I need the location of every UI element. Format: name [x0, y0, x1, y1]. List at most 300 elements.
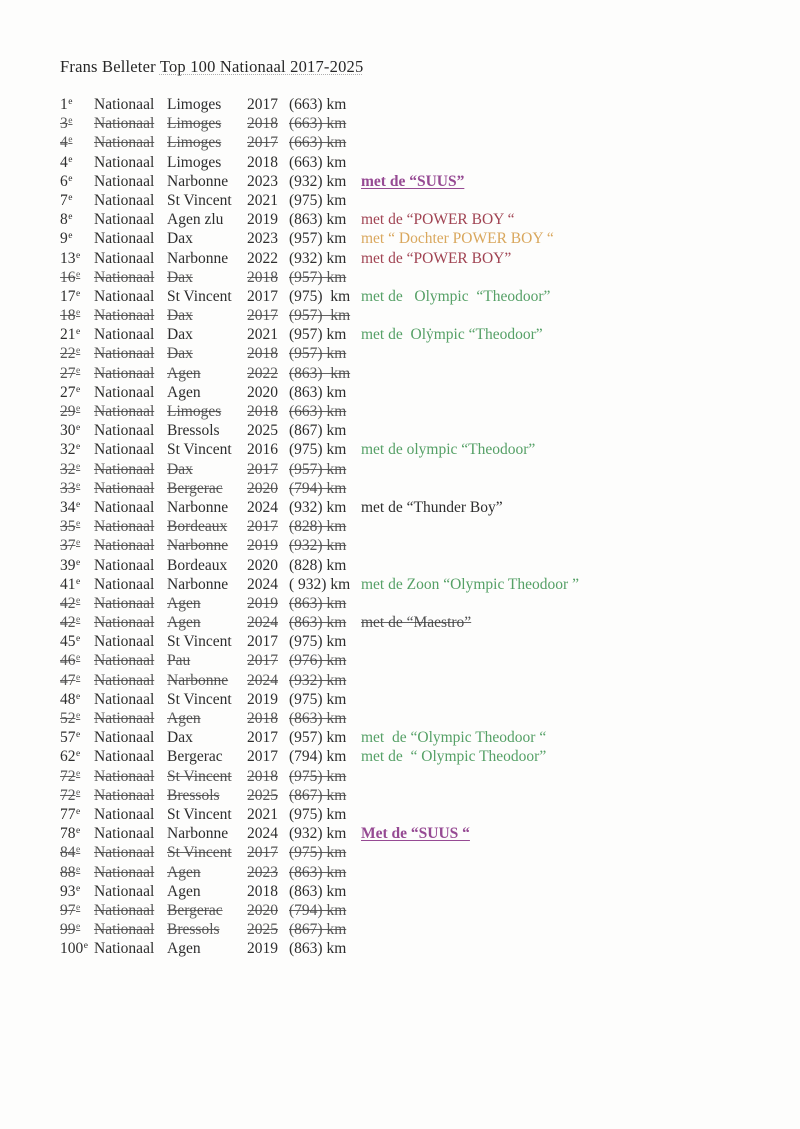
- note-cell: met de “ Olympic Theodoor”: [361, 748, 547, 766]
- rank-cell: 37e: [60, 537, 81, 555]
- distance-cell: (663) km: [289, 153, 347, 171]
- place-cell: Dax: [167, 307, 193, 325]
- table-row: [60, 460, 579, 479]
- place-cell: Agen: [167, 383, 201, 401]
- rank-cell: 33e: [60, 479, 81, 497]
- table-row: [60, 536, 579, 555]
- distance-cell: (932) km: [289, 671, 347, 689]
- year-cell: 2024: [247, 614, 278, 632]
- year-cell: 2017: [247, 633, 278, 651]
- distance-cell: (975) km: [289, 633, 347, 651]
- table-row: [60, 671, 579, 690]
- rank-ordinal-suffix: e: [76, 787, 81, 798]
- rank-cell: 39e: [60, 556, 81, 574]
- rank-cell: 47e: [60, 671, 81, 689]
- race-cell: Nationaal: [94, 863, 155, 881]
- note-cell: met de “SUUS”: [361, 172, 465, 190]
- year-cell: 2019: [247, 211, 278, 229]
- table-row: [60, 133, 579, 152]
- rank-ordinal-suffix: e: [68, 154, 73, 165]
- table-row: [60, 440, 579, 459]
- distance-cell: (975) km: [289, 690, 347, 708]
- year-cell: 2018: [247, 115, 278, 133]
- race-cell: Nationaal: [94, 556, 155, 574]
- race-cell: Nationaal: [94, 172, 155, 190]
- table-row: [60, 690, 579, 709]
- place-cell: Limoges: [167, 403, 222, 420]
- note-cell: met de “POWER BOY”: [361, 249, 512, 267]
- rank-cell: 62e: [60, 748, 81, 766]
- table-row: [60, 901, 579, 920]
- table-row: [60, 268, 579, 287]
- rank-ordinal-suffix: e: [83, 941, 88, 952]
- year-cell: 2017: [247, 307, 278, 325]
- rank-cell: 88e: [60, 863, 81, 881]
- rank-cell: 57e: [60, 729, 81, 747]
- race-cell: Nationaal: [94, 326, 155, 344]
- rank-ordinal-suffix: e: [76, 576, 81, 587]
- place-cell: Narbonne: [167, 575, 229, 593]
- distance-cell: (863) km: [289, 383, 347, 401]
- note-cell: Met de “SUUS “: [361, 825, 470, 843]
- race-cell: Nationaal: [94, 748, 155, 766]
- year-cell: 2018: [247, 767, 278, 785]
- place-cell: St Vincent: [167, 767, 232, 785]
- race-cell: Nationaal: [94, 805, 155, 823]
- rank-ordinal-suffix: e: [76, 730, 81, 741]
- note-cell: met de Zoon “Olympic Theodoor ”: [361, 575, 579, 593]
- rank-ordinal-suffix: e: [76, 749, 81, 760]
- rank-ordinal-suffix: e: [76, 538, 81, 549]
- year-cell: 2020: [247, 901, 278, 919]
- distance-cell: (976) km: [289, 652, 347, 670]
- rank-ordinal-suffix: e: [76, 922, 81, 933]
- year-cell: 2025: [247, 921, 278, 939]
- place-cell: Dax: [167, 230, 193, 248]
- distance-cell: (975) km: [289, 844, 347, 862]
- rank-cell: 13e: [60, 249, 81, 267]
- page-title-main: Top 100 Nationaal 2017-2025: [159, 57, 364, 76]
- distance-cell: (828) km: [289, 556, 347, 574]
- race-cell: Nationaal: [94, 921, 155, 939]
- rank-cell: 100e: [60, 940, 88, 958]
- year-cell: 2017: [247, 287, 278, 305]
- rank-cell: 22e: [60, 345, 81, 363]
- table-row: [60, 709, 579, 728]
- place-cell: Agen: [167, 882, 201, 900]
- distance-cell: (932) km: [289, 172, 347, 190]
- distance-cell: (975) km: [289, 441, 347, 459]
- table-row: [60, 575, 579, 594]
- rank-ordinal-suffix: e: [68, 173, 73, 184]
- table-row: [60, 632, 579, 651]
- table-row: [60, 920, 579, 939]
- page-title: [60, 57, 363, 77]
- place-cell: Bressols: [167, 786, 220, 804]
- race-cell: Nationaal: [94, 479, 155, 497]
- distance-cell: (867) km: [289, 786, 347, 804]
- rank-ordinal-suffix: e: [76, 269, 81, 280]
- race-cell: Nationaal: [94, 690, 155, 708]
- rank-ordinal-suffix: e: [76, 404, 81, 414]
- rank-cell: 4e: [60, 153, 73, 171]
- table-row: [60, 249, 579, 268]
- place-cell: Limoges: [167, 115, 222, 133]
- note-cell: met de olympic “Theodoor”: [361, 441, 536, 459]
- race-cell: Nationaal: [94, 786, 155, 804]
- year-cell: 2017: [247, 748, 278, 766]
- year-cell: 2018: [247, 345, 278, 363]
- note-cell: met de Olympic “Theodoor”: [361, 287, 551, 305]
- distance-cell: (932) km: [289, 537, 347, 555]
- place-cell: Agen: [167, 940, 201, 958]
- note-cell: met de Olẏmpic “Theodoor”: [361, 326, 543, 344]
- table-row: [60, 364, 579, 383]
- table-row: [60, 210, 579, 229]
- place-cell: Bergerac: [167, 479, 223, 497]
- table-row: [60, 613, 579, 632]
- rank-cell: 84e: [60, 844, 81, 862]
- place-cell: Pau: [167, 652, 191, 670]
- table-row: [60, 517, 579, 536]
- table-row: [60, 325, 579, 344]
- place-cell: Limoges: [167, 96, 222, 113]
- distance-cell: (794) km: [289, 479, 347, 497]
- table-row: [60, 498, 579, 517]
- race-cell: Nationaal: [94, 441, 155, 459]
- rank-ordinal-suffix: e: [68, 212, 73, 223]
- rank-ordinal-suffix: e: [76, 346, 81, 357]
- rank-cell: 48e: [60, 690, 81, 708]
- rank-ordinal-suffix: e: [76, 845, 81, 856]
- year-cell: 2022: [247, 249, 278, 267]
- rank-cell: 42e: [60, 614, 81, 632]
- distance-cell: (932) km: [289, 498, 347, 516]
- distance-cell: (932) km: [289, 825, 347, 843]
- rank-cell: 32e: [60, 441, 81, 459]
- place-cell: St Vincent: [167, 690, 232, 708]
- place-cell: Narbonne: [167, 249, 229, 267]
- race-cell: Nationaal: [94, 422, 155, 440]
- rank-cell: 8e: [60, 211, 73, 229]
- note-cell: met de “POWER BOY “: [361, 211, 515, 229]
- rank-cell: 78e: [60, 825, 81, 843]
- distance-cell: (975) km: [289, 191, 347, 209]
- rank-cell: 1e: [60, 96, 73, 113]
- distance-cell: (957) km: [289, 268, 347, 286]
- year-cell: 2017: [247, 96, 278, 113]
- place-cell: Bergerac: [167, 901, 223, 919]
- race-cell: Nationaal: [94, 633, 155, 651]
- distance-cell: (957) km: [289, 326, 347, 344]
- rank-ordinal-suffix: e: [76, 499, 81, 510]
- year-cell: 2019: [247, 537, 278, 555]
- race-cell: Nationaal: [94, 518, 155, 536]
- distance-cell: (663) km: [289, 96, 347, 113]
- rank-ordinal-suffix: e: [68, 135, 73, 146]
- table-row: [60, 824, 579, 843]
- race-cell: Nationaal: [94, 940, 155, 958]
- race-cell: Nationaal: [94, 729, 155, 747]
- race-cell: Nationaal: [94, 498, 155, 516]
- year-cell: 2024: [247, 671, 278, 689]
- rank-cell: 45e: [60, 633, 81, 651]
- rank-ordinal-suffix: e: [76, 288, 81, 299]
- race-cell: Nationaal: [94, 96, 155, 113]
- rank-ordinal-suffix: e: [76, 308, 81, 319]
- place-cell: St Vincent: [167, 441, 232, 459]
- year-cell: 2017: [247, 460, 278, 478]
- table-row: [60, 767, 579, 786]
- place-cell: Limoges: [167, 134, 222, 152]
- rank-cell: 3e: [60, 115, 73, 133]
- distance-cell: (863) km: [289, 940, 347, 958]
- table-row: [60, 747, 579, 766]
- table-row: [60, 287, 579, 306]
- table-row: [60, 95, 579, 114]
- year-cell: 2024: [247, 575, 278, 593]
- place-cell: Agen zlu: [167, 211, 224, 229]
- distance-cell: (957) km: [289, 345, 347, 363]
- table-row: [60, 153, 579, 172]
- note-cell: met “ Dochter POWER BOY “: [361, 230, 554, 248]
- year-cell: 2018: [247, 882, 278, 900]
- place-cell: Dax: [167, 729, 193, 747]
- rank-cell: 17e: [60, 287, 81, 305]
- rank-ordinal-suffix: e: [68, 231, 73, 242]
- year-cell: 2019: [247, 690, 278, 708]
- distance-cell: (957) km: [289, 460, 347, 478]
- race-cell: Nationaal: [94, 671, 155, 689]
- year-cell: 2018: [247, 403, 278, 420]
- year-cell: 2017: [247, 134, 278, 152]
- year-cell: 2017: [247, 518, 278, 536]
- place-cell: Narbonne: [167, 172, 229, 190]
- race-cell: Nationaal: [94, 403, 155, 420]
- rank-cell: 77e: [60, 805, 81, 823]
- race-cell: Nationaal: [94, 614, 155, 632]
- place-cell: St Vincent: [167, 805, 232, 823]
- year-cell: 2019: [247, 940, 278, 958]
- race-cell: Nationaal: [94, 537, 155, 555]
- table-row: [60, 843, 579, 862]
- place-cell: Narbonne: [167, 498, 229, 516]
- rank-ordinal-suffix: e: [76, 442, 81, 453]
- distance-cell: (794) km: [289, 901, 347, 919]
- year-cell: 2020: [247, 479, 278, 497]
- race-cell: Nationaal: [94, 211, 155, 229]
- rank-cell: 7e: [60, 191, 73, 209]
- race-cell: Nationaal: [94, 901, 155, 919]
- race-cell: Nationaal: [94, 287, 155, 305]
- year-cell: 2021: [247, 326, 278, 344]
- race-cell: Nationaal: [94, 153, 155, 171]
- race-cell: Nationaal: [94, 575, 155, 593]
- table-row: [60, 306, 579, 325]
- rank-ordinal-suffix: e: [76, 691, 81, 702]
- place-cell: St Vincent: [167, 633, 232, 651]
- rank-ordinal-suffix: e: [76, 711, 81, 721]
- rank-ordinal-suffix: e: [76, 864, 81, 875]
- year-cell: 2021: [247, 191, 278, 209]
- table-row: [60, 863, 579, 882]
- year-cell: 2022: [247, 364, 278, 382]
- place-cell: Agen: [167, 863, 201, 881]
- year-cell: 2018: [247, 710, 278, 727]
- distance-cell: (663) km: [289, 115, 347, 133]
- distance-cell: (863) km: [289, 211, 347, 229]
- distance-cell: (867) km: [289, 921, 347, 939]
- race-cell: Nationaal: [94, 134, 155, 152]
- table-row: [60, 479, 579, 498]
- distance-cell: (828) km: [289, 518, 347, 536]
- note-cell: met de “Maestro”: [361, 614, 472, 632]
- table-row: [60, 651, 579, 670]
- year-cell: 2018: [247, 268, 278, 286]
- rank-ordinal-suffix: e: [76, 634, 81, 645]
- table-row: [60, 882, 579, 901]
- year-cell: 2024: [247, 498, 278, 516]
- rank-ordinal-suffix: e: [76, 806, 81, 817]
- race-cell: Nationaal: [94, 710, 155, 727]
- place-cell: Bordeaux: [167, 556, 228, 574]
- note-cell: met de “Olympic Theodoor “: [361, 729, 547, 747]
- rank-cell: 21e: [60, 326, 81, 344]
- rank-ordinal-suffix: e: [68, 97, 73, 107]
- table-row: [60, 344, 579, 363]
- place-cell: Dax: [167, 326, 193, 344]
- rank-ordinal-suffix: e: [76, 595, 81, 606]
- place-cell: Agen: [167, 614, 201, 632]
- race-cell: Nationaal: [94, 844, 155, 862]
- table-row: [60, 805, 579, 824]
- place-cell: Narbonne: [167, 825, 229, 843]
- distance-cell: (863) km: [289, 364, 351, 382]
- distance-cell: ( 932) km: [289, 575, 351, 593]
- place-cell: Dax: [167, 460, 193, 478]
- race-cell: Nationaal: [94, 364, 155, 382]
- rank-ordinal-suffix: e: [76, 653, 81, 664]
- race-cell: Nationaal: [94, 230, 155, 248]
- place-cell: Bergerac: [167, 748, 223, 766]
- distance-cell: (663) km: [289, 403, 347, 420]
- race-cell: Nationaal: [94, 594, 155, 612]
- table-row: [60, 191, 579, 210]
- distance-cell: (863) km: [289, 614, 347, 632]
- place-cell: Dax: [167, 345, 193, 363]
- race-cell: Nationaal: [94, 191, 155, 209]
- year-cell: 2017: [247, 844, 278, 862]
- rank-cell: 41e: [60, 575, 81, 593]
- distance-cell: (975) km: [289, 805, 347, 823]
- table-row: [60, 594, 579, 613]
- place-cell: Agen: [167, 364, 201, 382]
- year-cell: 2023: [247, 863, 278, 881]
- place-cell: St Vincent: [167, 844, 232, 862]
- table-row: [60, 786, 579, 805]
- page-title-prefix: Frans Belleter: [60, 57, 160, 76]
- rank-cell: 29e: [60, 403, 81, 420]
- year-cell: 2021: [247, 805, 278, 823]
- distance-cell: (957) km: [289, 230, 347, 248]
- race-cell: Nationaal: [94, 882, 155, 900]
- year-cell: 2024: [247, 825, 278, 843]
- race-cell: Nationaal: [94, 268, 155, 286]
- distance-cell: (863) km: [289, 863, 347, 881]
- rank-ordinal-suffix: e: [76, 461, 81, 472]
- year-cell: 2019: [247, 594, 278, 612]
- rank-ordinal-suffix: e: [76, 902, 81, 913]
- rank-ordinal-suffix: e: [76, 384, 81, 395]
- distance-cell: (863) km: [289, 710, 347, 727]
- rank-cell: 99e: [60, 921, 81, 939]
- rank-cell: 97e: [60, 901, 81, 919]
- rank-cell: 93e: [60, 882, 81, 900]
- rank-ordinal-suffix: e: [76, 826, 81, 837]
- place-cell: Limoges: [167, 153, 222, 171]
- table-row: [60, 556, 579, 575]
- year-cell: 2023: [247, 230, 278, 248]
- rank-ordinal-suffix: e: [76, 365, 81, 376]
- race-cell: Nationaal: [94, 249, 155, 267]
- race-cell: Nationaal: [94, 825, 155, 843]
- table-row: [60, 939, 579, 958]
- rank-ordinal-suffix: e: [76, 327, 81, 338]
- place-cell: St Vincent: [167, 191, 232, 209]
- place-cell: Bordeaux: [167, 518, 228, 536]
- distance-cell: (863) km: [289, 594, 347, 612]
- rank-cell: 30e: [60, 422, 81, 440]
- rank-cell: 9e: [60, 230, 73, 248]
- year-cell: 2025: [247, 786, 278, 804]
- year-cell: 2020: [247, 556, 278, 574]
- rank-ordinal-suffix: e: [76, 768, 81, 779]
- rank-ordinal-suffix: e: [76, 250, 81, 261]
- race-cell: Nationaal: [94, 115, 155, 133]
- distance-cell: (794) km: [289, 748, 347, 766]
- year-cell: 2017: [247, 729, 278, 747]
- distance-cell: (975) km: [289, 767, 347, 785]
- results-list: [60, 95, 579, 958]
- rank-ordinal-suffix: e: [68, 192, 73, 203]
- rank-cell: 4e: [60, 134, 73, 152]
- distance-cell: (957) km: [289, 307, 351, 325]
- race-cell: Nationaal: [94, 652, 155, 670]
- distance-cell: (932) km: [289, 249, 347, 267]
- place-cell: Agen: [167, 594, 201, 612]
- rank-cell: 52e: [60, 710, 81, 727]
- place-cell: Narbonne: [167, 671, 229, 689]
- rank-ordinal-suffix: e: [76, 672, 81, 683]
- rank-ordinal-suffix: e: [76, 615, 81, 626]
- rank-cell: 27e: [60, 383, 81, 401]
- place-cell: Narbonne: [167, 537, 229, 555]
- table-row: [60, 172, 579, 191]
- year-cell: 2025: [247, 422, 278, 440]
- race-cell: Nationaal: [94, 383, 155, 401]
- place-cell: Agen: [167, 710, 201, 727]
- table-row: [60, 383, 579, 402]
- note-cell: met de “Thunder Boy”: [361, 498, 503, 516]
- rank-cell: 32e: [60, 460, 81, 478]
- rank-ordinal-suffix: e: [76, 557, 81, 568]
- place-cell: Bressols: [167, 422, 220, 440]
- rank-ordinal-suffix: e: [76, 480, 81, 491]
- rank-cell: 35e: [60, 518, 81, 536]
- rank-cell: 46e: [60, 652, 81, 670]
- rank-cell: 27e: [60, 364, 81, 382]
- rank-cell: 72e: [60, 767, 81, 785]
